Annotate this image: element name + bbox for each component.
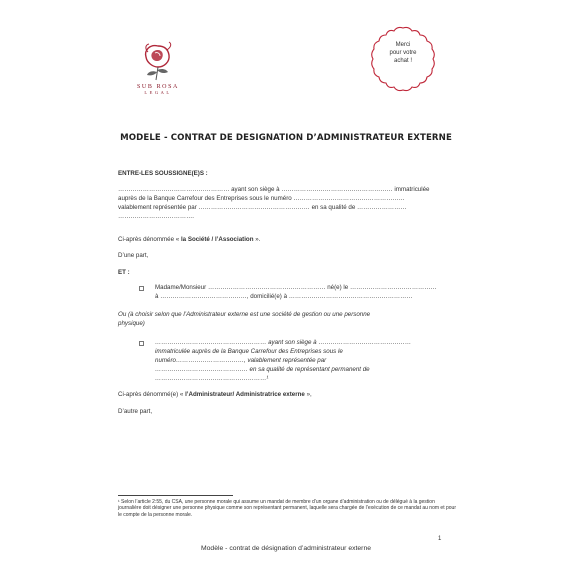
between-heading: ENTRE-LES SOUSSIGNE(E)S : [118, 170, 208, 177]
hereafter-admin-prefix: Ci-après dénommé(e) « [118, 391, 186, 398]
option2-line-3: numéro……………………………, valablement représentée par [155, 357, 327, 364]
rose-icon [136, 40, 180, 82]
footnote: ¹ Selon l’article 2:55, du CSA, une personne morale qui assume un mandat de membre d’un organe d’administration ou de délégué à la gestion journalière doit désigner une personne physique comme son représentant permanent, laquelle sera chargée de l’exécution de ce mandat au nom et pour le compte de la personne morale. [118, 499, 456, 518]
party1-line-4: ………………………………. [118, 213, 194, 220]
checkbox-icon [139, 286, 144, 291]
hereafter-admin-name: l’Administrateur/ Administratrice externe [185, 391, 305, 398]
page-number: 1 [438, 536, 442, 542]
option2-line-4: ……………………………………… en sa qualité de représentant permanent de [155, 366, 370, 373]
logo-name: SUB ROSA [137, 84, 179, 90]
checkbox-icon [139, 341, 144, 346]
document-page [100, 22, 478, 562]
one-part-text: D’une part, [118, 252, 149, 259]
logo-subtitle: LEGAL [144, 90, 172, 95]
option2-line-2: immatriculée auprès de la Banque Carrefour des Entreprises sous le [155, 348, 343, 355]
or-choice-line-2: physique) [118, 320, 145, 327]
stamp-line-1: Merci [395, 42, 411, 48]
hereafter-company-name: la Société / l’Association [180, 236, 254, 243]
stamp-text [378, 41, 428, 65]
document-title: MODELE - CONTRAT DE DESIGNATION D’ADMINISTRATEUR EXTERNE [120, 133, 452, 143]
option1-line-2: à ……………………………………, domicilié(e) à …………………………………………………… [155, 293, 413, 300]
hereafter-admin-suffix: », [304, 391, 312, 398]
other-part-text: D’autre part, [118, 408, 153, 415]
or-choice-line-1: Ou (à choisir selon que l’Administrateur externe est une société de gestion ou une personne [118, 311, 371, 318]
option2-line-5: ………………………………………………¹ [155, 375, 269, 382]
party1-line-3: valablement représentée par ……………………………………………… en sa qualité de …………………… [118, 204, 407, 211]
party1-line-1: ……………………………………………… ayant son siège à ……………………………………………… immatriculée [118, 186, 430, 193]
stamp-line-2: pour votre [389, 50, 417, 56]
page-footer: Modèle - contrat de désignation d’administrateur externe [200, 545, 372, 552]
hereafter-company-suffix: ». [253, 236, 261, 243]
and-heading: ET : [118, 269, 130, 276]
option1-line-1: Madame/Monsieur ………………………………………………… né(e) le …………………………………… [155, 284, 437, 291]
hereafter-admin [118, 391, 312, 399]
hereafter-company [118, 236, 260, 244]
option2-line-1: ……………………………………………… ayant son siège à ……………………………………… [155, 339, 412, 346]
sub-rosa-logo [128, 40, 188, 95]
footnote-rule [118, 495, 233, 496]
hereafter-company-prefix: Ci-après dénommée « [118, 236, 181, 243]
thank-you-stamp [368, 24, 438, 94]
stamp-line-3: achat ! [393, 58, 412, 64]
party1-line-2: auprès de la Banque Carrefour des Entreprises sous le numéro ……………………………………………… [118, 195, 405, 202]
